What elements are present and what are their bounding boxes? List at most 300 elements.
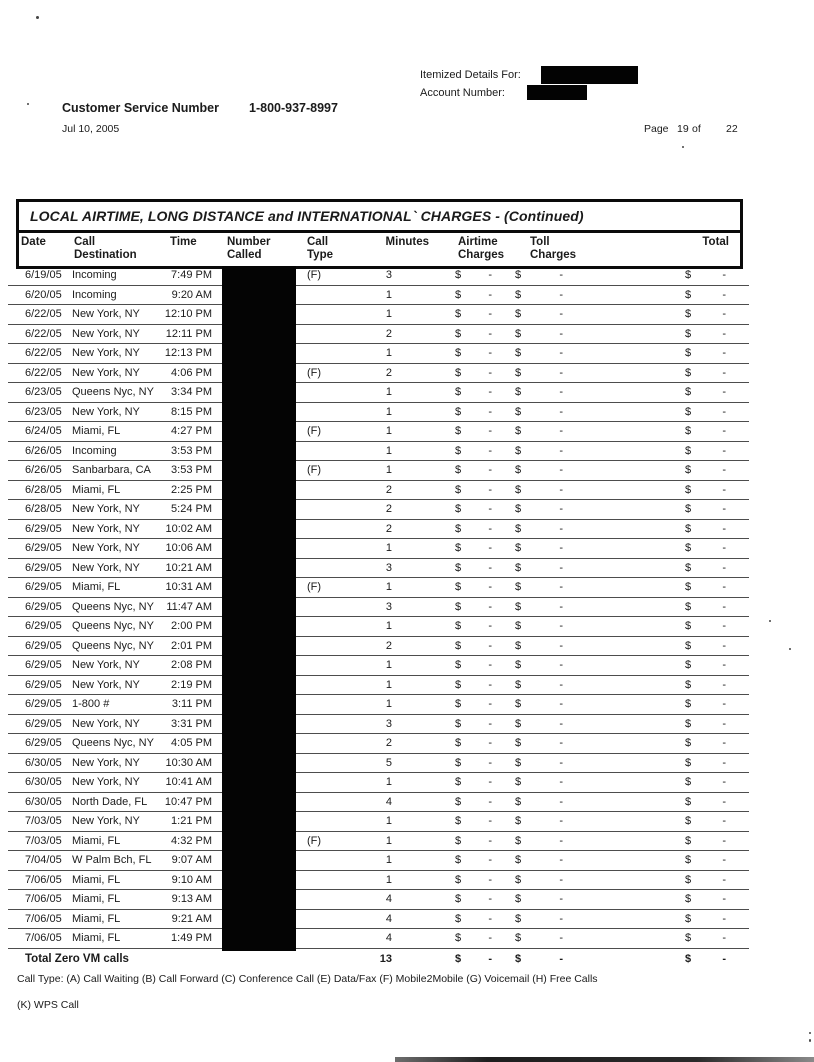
- cell-minutes: 1: [385, 854, 392, 867]
- cell-minutes: 1: [385, 386, 392, 399]
- zero-amount: -: [722, 873, 726, 886]
- zero-amount: -: [559, 776, 563, 789]
- cell-toll-charges: [508, 776, 580, 788]
- table-title: LOCAL AIRTIME, LONG DISTANCE and INTERNATIONAL` CHARGES - (Continued): [19, 202, 740, 233]
- currency-symbol: $: [685, 678, 692, 691]
- cell-airtime-charges: [432, 659, 508, 671]
- cell-total: [675, 269, 740, 281]
- cell-time: 10:06 AM: [165, 542, 212, 555]
- call-row: [8, 305, 749, 325]
- col-header-call-destination: [74, 236, 162, 262]
- col-header-minutes: [362, 236, 434, 262]
- call-row: [8, 851, 749, 871]
- cell-airtime-charges: [432, 484, 508, 496]
- zero-amount: -: [488, 444, 492, 457]
- zero-amount: -: [559, 444, 563, 457]
- zero-amount: -: [559, 269, 563, 282]
- cell-toll-charges: [508, 757, 580, 769]
- total-cell-minutes: 13: [379, 952, 392, 965]
- zero-amount: -: [488, 834, 492, 847]
- call-row: [8, 773, 749, 793]
- cell-total: [675, 542, 740, 554]
- zero-amount: -: [722, 308, 726, 321]
- cell-destination: New York, NY: [72, 522, 140, 535]
- cell-time: 10:30 AM: [165, 756, 212, 769]
- cell-date: 6/30/05: [25, 776, 62, 789]
- call-row: [8, 734, 749, 754]
- cell-time: 2:01 PM: [171, 639, 212, 652]
- cell-minutes: 3: [385, 561, 392, 574]
- cell-total: [675, 835, 740, 847]
- cell-time: 12:11 PM: [165, 327, 212, 340]
- cell-total: [675, 425, 740, 437]
- call-row: [8, 890, 749, 910]
- zero-amount: -: [559, 717, 563, 730]
- cell-total: [675, 640, 740, 652]
- currency-symbol: $: [685, 522, 692, 535]
- cell-time: 3:11 PM: [171, 698, 212, 711]
- cell-destination: Incoming: [72, 269, 117, 282]
- currency-symbol: $: [685, 912, 692, 925]
- currency-symbol: $: [685, 932, 692, 945]
- call-row: [8, 364, 749, 384]
- call-row: [8, 442, 749, 462]
- cell-destination: Miami, FL: [72, 912, 121, 925]
- cell-date: 6/29/05: [25, 581, 62, 594]
- cell-toll-charges: [508, 562, 580, 574]
- cell-destination: New York, NY: [72, 659, 140, 672]
- call-row: [8, 832, 749, 852]
- cell-airtime-charges: [432, 640, 508, 652]
- cell-toll-charges: [508, 874, 580, 886]
- currency-symbol: $: [685, 464, 692, 477]
- cell-minutes: 1: [385, 815, 392, 828]
- cell-total: [675, 718, 740, 730]
- zero-amount: -: [722, 834, 726, 847]
- cell-total: [675, 659, 740, 671]
- currency-symbol: $: [685, 834, 692, 847]
- cell-minutes: 2: [385, 503, 392, 516]
- cell-minutes: 3: [385, 269, 392, 282]
- cell-destination: Queens Nyc, NY: [72, 620, 154, 633]
- zero-amount: -: [559, 834, 563, 847]
- cell-call-type: (F): [307, 834, 322, 847]
- col-header-number-called: [218, 236, 306, 262]
- currency-symbol: $: [515, 425, 522, 438]
- cell-total: [675, 328, 740, 340]
- statement-date: Jul 10, 2005: [62, 123, 120, 135]
- zero-amount: -: [488, 366, 492, 379]
- cell-destination: Queens Nyc, NY: [72, 386, 154, 399]
- cell-total: [675, 796, 740, 808]
- page-number: 19: [677, 123, 689, 135]
- currency-symbol: $: [515, 737, 522, 750]
- call-row: [8, 676, 749, 696]
- cell-toll-charges: [508, 542, 580, 554]
- call-row: [8, 695, 749, 715]
- cell-toll-charges: [508, 718, 580, 730]
- cell-airtime-charges: [432, 367, 508, 379]
- zero-amount: -: [559, 386, 563, 399]
- col-header-text: Time: [170, 236, 197, 248]
- zero-amount: -: [559, 698, 563, 711]
- zero-amount: -: [722, 288, 726, 301]
- scan-speck: [809, 1032, 811, 1034]
- zero-amount: -: [488, 522, 492, 535]
- col-header-text: Toll: [530, 236, 550, 248]
- cell-airtime-charges: [432, 601, 508, 613]
- cell-minutes: 4: [385, 893, 392, 906]
- cell-date: 6/28/05: [25, 503, 62, 516]
- currency-symbol: $: [515, 698, 522, 711]
- currency-symbol: $: [455, 464, 462, 477]
- currency-symbol: $: [515, 678, 522, 691]
- zero-amount: -: [488, 639, 492, 652]
- col-header-text: Call: [74, 236, 96, 248]
- currency-symbol: $: [455, 854, 462, 867]
- cell-toll-charges: [508, 932, 580, 944]
- col-header-airtime-charges: [434, 236, 510, 262]
- currency-symbol: $: [515, 503, 522, 516]
- col-header-text: Type: [307, 249, 333, 261]
- customer-service-label: Customer Service Number: [62, 101, 220, 115]
- scan-speck: [789, 648, 791, 650]
- cell-toll-charges: [508, 445, 580, 457]
- cell-destination: New York, NY: [72, 815, 140, 828]
- col-header-total: [677, 236, 742, 262]
- call-row: [8, 422, 749, 442]
- cell-toll-charges: [508, 347, 580, 359]
- zero-amount: -: [559, 756, 563, 769]
- cell-time: 3:53 PM: [171, 444, 212, 457]
- zero-amount: -: [722, 542, 726, 555]
- zero-amount: -: [722, 854, 726, 867]
- cell-airtime-charges: [432, 328, 508, 340]
- cell-toll-charges: [508, 289, 580, 301]
- cell-total: [675, 874, 740, 886]
- cell-total: [675, 737, 740, 749]
- currency-symbol: $: [685, 425, 692, 438]
- currency-symbol: $: [455, 678, 462, 691]
- currency-symbol: $: [685, 405, 692, 418]
- currency-symbol: $: [455, 581, 462, 594]
- cell-total: [675, 562, 740, 574]
- zero-amount: -: [559, 932, 563, 945]
- currency-symbol: $: [455, 873, 462, 886]
- currency-symbol: $: [685, 386, 692, 399]
- cell-airtime-charges: [432, 308, 508, 320]
- cell-minutes: 1: [385, 347, 392, 360]
- currency-symbol: $: [455, 386, 462, 399]
- zero-amount: -: [722, 366, 726, 379]
- col-header-text: Call: [307, 236, 329, 248]
- currency-symbol: $: [455, 620, 462, 633]
- call-row: [8, 520, 749, 540]
- cell-airtime-charges: [432, 523, 508, 535]
- cell-time: 9:07 AM: [171, 854, 212, 867]
- call-row: [8, 754, 749, 774]
- itemized-details-label: Itemized Details For:: [420, 69, 521, 81]
- cell-toll-charges: [508, 484, 580, 496]
- currency-symbol: $: [515, 932, 522, 945]
- cell-destination: New York, NY: [72, 776, 140, 789]
- redaction-itemized-value: [541, 66, 638, 84]
- cell-toll-charges: [508, 367, 580, 379]
- cell-airtime-charges: [432, 776, 508, 788]
- currency-symbol: $: [685, 366, 692, 379]
- zero-amount: -: [488, 717, 492, 730]
- currency-symbol: $: [685, 698, 692, 711]
- cell-date: 6/29/05: [25, 522, 62, 535]
- zero-amount: -: [722, 756, 726, 769]
- call-row: [8, 598, 749, 618]
- total-row-label: Total Zero VM calls: [25, 952, 129, 965]
- currency-symbol: $: [455, 542, 462, 555]
- currency-symbol: $: [455, 756, 462, 769]
- currency-symbol: $: [515, 288, 522, 301]
- cell-total: [675, 503, 740, 515]
- cell-time: 10:02 AM: [165, 522, 212, 535]
- cell-minutes: 1: [385, 698, 392, 711]
- currency-symbol: $: [685, 815, 692, 828]
- cell-toll-charges: [508, 815, 580, 827]
- currency-symbol: $: [515, 600, 522, 613]
- cell-destination: Sanbarbara, CA: [72, 464, 151, 477]
- cell-toll-charges: [508, 679, 580, 691]
- cell-minutes: 1: [385, 581, 392, 594]
- currency-symbol: $: [685, 347, 692, 360]
- cell-time: 3:31 PM: [171, 717, 212, 730]
- cell-destination: Miami, FL: [72, 425, 121, 438]
- cell-minutes: 3: [385, 600, 392, 613]
- cell-total: [675, 484, 740, 496]
- cell-date: 6/20/05: [25, 288, 62, 301]
- cell-airtime-charges: [432, 289, 508, 301]
- cell-date: 6/26/05: [25, 444, 62, 457]
- currency-symbol: $: [455, 893, 462, 906]
- zero-amount: -: [559, 737, 563, 750]
- redaction-account-number: [527, 85, 587, 100]
- page-total: 22: [726, 123, 738, 135]
- cell-airtime-charges: [432, 542, 508, 554]
- currency-symbol: $: [685, 639, 692, 652]
- cell-date: 6/22/05: [25, 327, 62, 340]
- cell-destination: New York, NY: [72, 308, 140, 321]
- zero-amount: -: [488, 600, 492, 613]
- cell-call-type: (F): [307, 269, 322, 282]
- currency-symbol: $: [455, 698, 462, 711]
- call-row: [8, 637, 749, 657]
- cell-airtime-charges: [432, 815, 508, 827]
- cell-total: [675, 757, 740, 769]
- cell-toll-charges: [508, 854, 580, 866]
- cell-time: 10:47 PM: [164, 795, 212, 808]
- currency-symbol: $: [455, 776, 462, 789]
- cell-total: [675, 679, 740, 691]
- zero-amount: -: [722, 952, 726, 965]
- cell-toll-charges: [508, 601, 580, 613]
- col-header-time: [162, 236, 218, 262]
- zero-amount: -: [722, 639, 726, 652]
- call-row: [8, 715, 749, 735]
- currency-symbol: $: [685, 717, 692, 730]
- cell-total: [675, 581, 740, 593]
- currency-symbol: $: [515, 542, 522, 555]
- zero-amount: -: [488, 815, 492, 828]
- zero-amount: -: [488, 327, 492, 340]
- cell-toll-charges: [508, 386, 580, 398]
- call-row: [8, 500, 749, 520]
- cell-airtime-charges: [432, 757, 508, 769]
- currency-symbol: $: [515, 815, 522, 828]
- cell-airtime-charges: [432, 932, 508, 944]
- cell-total: [675, 913, 740, 925]
- cell-date: 7/06/05: [25, 912, 62, 925]
- call-row: [8, 812, 749, 832]
- cell-call-type: (F): [307, 366, 322, 379]
- cell-date: 7/03/05: [25, 834, 62, 847]
- cell-date: 6/23/05: [25, 386, 62, 399]
- redaction-number-called-column: [222, 266, 296, 951]
- zero-amount: -: [722, 737, 726, 750]
- cell-time: 4:32 PM: [171, 834, 212, 847]
- cell-toll-charges: [508, 796, 580, 808]
- currency-symbol: $: [455, 600, 462, 613]
- cell-airtime-charges: [432, 893, 508, 905]
- cell-call-type: (F): [307, 581, 322, 594]
- wps-call-note: (K) WPS Call: [17, 999, 79, 1011]
- account-number-label: Account Number:: [420, 87, 505, 99]
- cell-date: 6/22/05: [25, 366, 62, 379]
- scan-speck: [682, 146, 684, 148]
- zero-amount: -: [722, 659, 726, 672]
- currency-symbol: $: [515, 717, 522, 730]
- cell-toll-charges: [508, 698, 580, 710]
- currency-symbol: $: [455, 952, 462, 965]
- cell-toll-charges: [508, 308, 580, 320]
- currency-symbol: $: [515, 347, 522, 360]
- col-header-date: [19, 236, 74, 262]
- zero-amount: -: [488, 503, 492, 516]
- cell-toll-charges: [508, 464, 580, 476]
- table-total-section: [8, 948, 749, 969]
- zero-amount: -: [559, 639, 563, 652]
- cell-time: 5:24 PM: [171, 503, 212, 516]
- zero-amount: -: [488, 854, 492, 867]
- cell-date: 6/22/05: [25, 347, 62, 360]
- cell-airtime-charges: [432, 679, 508, 691]
- cell-total: [675, 445, 740, 457]
- currency-symbol: $: [515, 776, 522, 789]
- currency-symbol: $: [515, 834, 522, 847]
- cell-toll-charges: [508, 620, 580, 632]
- cell-toll-charges: [508, 503, 580, 515]
- cell-destination: Incoming: [72, 288, 117, 301]
- currency-symbol: $: [455, 444, 462, 457]
- col-header-text: Number: [227, 236, 271, 248]
- currency-symbol: $: [685, 327, 692, 340]
- zero-amount: -: [722, 815, 726, 828]
- currency-symbol: $: [685, 756, 692, 769]
- col-header-text: Charges: [530, 249, 577, 261]
- currency-symbol: $: [515, 854, 522, 867]
- zero-amount: -: [722, 912, 726, 925]
- cell-toll-charges: [508, 269, 580, 281]
- cell-date: 7/06/05: [25, 932, 62, 945]
- currency-symbol: $: [515, 795, 522, 808]
- cell-airtime-charges: [432, 425, 508, 437]
- currency-symbol: $: [455, 522, 462, 535]
- zero-amount: -: [722, 698, 726, 711]
- currency-symbol: $: [685, 542, 692, 555]
- cell-airtime-charges: [432, 698, 508, 710]
- col-header-text: Charges: [458, 249, 505, 261]
- cell-time: 11:47 AM: [166, 600, 212, 613]
- col-header-call-type: [306, 236, 362, 262]
- cell-destination: North Dade, FL: [72, 795, 148, 808]
- cell-destination: New York, NY: [72, 678, 140, 691]
- cell-minutes: 3: [385, 717, 392, 730]
- zero-amount: -: [559, 561, 563, 574]
- zero-amount: -: [488, 776, 492, 789]
- zero-amount: -: [722, 620, 726, 633]
- charges-table-header: [16, 199, 743, 269]
- cell-toll-charges: [508, 406, 580, 418]
- cell-total: [675, 854, 740, 866]
- cell-airtime-charges: [432, 796, 508, 808]
- cell-date: 6/23/05: [25, 405, 62, 418]
- cell-destination: Queens Nyc, NY: [72, 639, 154, 652]
- currency-symbol: $: [455, 503, 462, 516]
- table-body: [8, 266, 749, 949]
- currency-symbol: $: [515, 756, 522, 769]
- cell-date: 6/24/05: [25, 425, 62, 438]
- zero-amount: -: [722, 522, 726, 535]
- cell-minutes: 1: [385, 405, 392, 418]
- cell-minutes: 2: [385, 737, 392, 750]
- call-row: [8, 559, 749, 579]
- cell-date: 6/28/05: [25, 483, 62, 496]
- zero-amount: -: [488, 425, 492, 438]
- cell-airtime-charges: [432, 718, 508, 730]
- call-row: [8, 578, 749, 598]
- zero-amount: -: [559, 912, 563, 925]
- cell-time: 3:53 PM: [171, 464, 212, 477]
- currency-symbol: $: [455, 425, 462, 438]
- cell-airtime-charges: [432, 854, 508, 866]
- currency-symbol: $: [515, 912, 522, 925]
- cell-date: 7/04/05: [25, 854, 62, 867]
- zero-amount: -: [559, 308, 563, 321]
- currency-symbol: $: [455, 347, 462, 360]
- currency-symbol: $: [515, 269, 522, 282]
- cell-date: 7/06/05: [25, 893, 62, 906]
- cell-minutes: 4: [385, 912, 392, 925]
- zero-amount: -: [488, 581, 492, 594]
- cell-total: [675, 698, 740, 710]
- currency-symbol: $: [685, 561, 692, 574]
- cell-destination: New York, NY: [72, 327, 140, 340]
- zero-amount: -: [722, 347, 726, 360]
- zero-amount: -: [488, 678, 492, 691]
- currency-symbol: $: [515, 893, 522, 906]
- zero-amount: -: [722, 386, 726, 399]
- cell-time: 3:34 PM: [171, 386, 212, 399]
- cell-total: [675, 620, 740, 632]
- cell-destination: New York, NY: [72, 561, 140, 574]
- zero-amount: -: [722, 893, 726, 906]
- currency-symbol: $: [515, 327, 522, 340]
